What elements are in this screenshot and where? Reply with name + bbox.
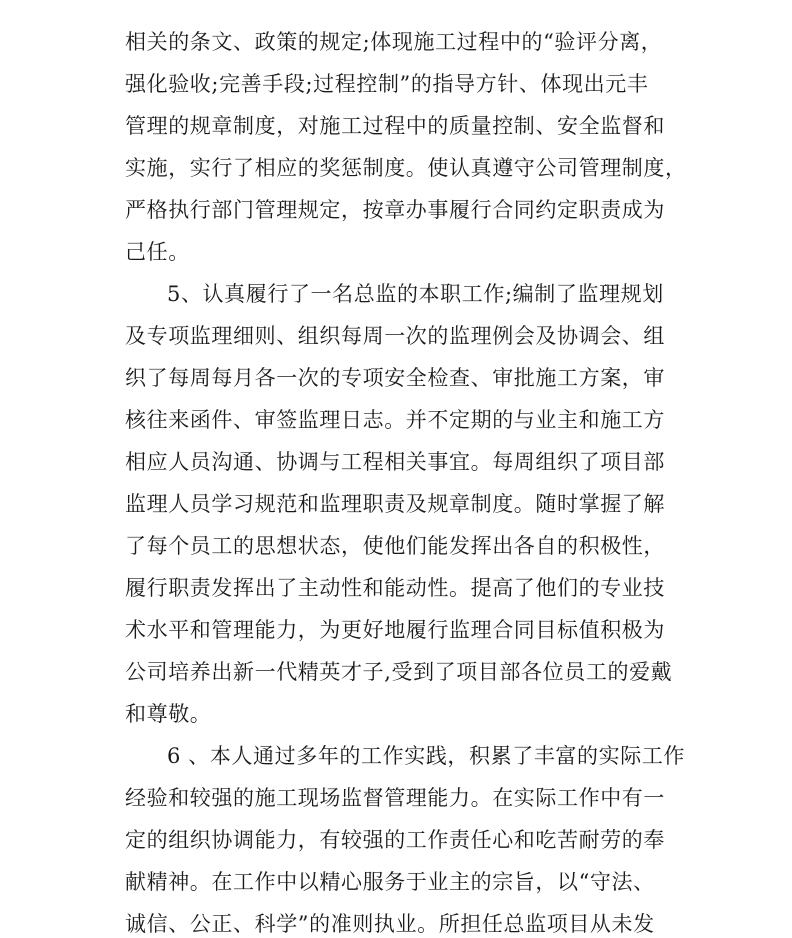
text-line-1: 相关的条文、政策的规定;体现施工过程中的“验评分离， <box>125 30 663 54</box>
paragraph-5-first-line: 5、认真履行了一名总监的本职工作;编制了监理规划 <box>167 282 664 306</box>
text-line-14: 履行职责发挥出了主动性和能动性。提高了他们的专业技 <box>125 576 665 600</box>
text-line-2: 强化验收;完善手段;过程控制”的指导方针、体现出元丰 <box>125 72 649 96</box>
text-line-5: 严格执行部门管理规定，按章办事履行合同约定职责成为 <box>125 198 665 222</box>
text-line-8: 及专项监理细则、组织每周一次的监理例会及协调会、组 <box>125 324 665 348</box>
text-line-4: 实施，实行了相应的奖惩制度。使认真遵守公司管理制度， <box>125 156 687 180</box>
paragraph-6-first-line: 6 、本人通过多年的工作实践，积累了丰富的实际工作 <box>167 744 686 768</box>
text-line-12: 监理人员学习规范和监理职责及规章制度。随时掌握了解 <box>125 492 665 516</box>
text-line-21: 献精神。在工作中以精心服务于业主的宗旨，以“守法、 <box>125 870 655 894</box>
text-line-20: 定的组织协调能力，有较强的工作责任心和吃苦耐劳的奉 <box>125 828 665 852</box>
text-line-10: 核往来函件、审签监理日志。并不定期的与业主和施工方 <box>125 408 665 432</box>
text-line-15: 术水平和管理能力，为更好地履行监理合同目标值积极为 <box>125 618 665 642</box>
text-line-13: 了每个员工的思想状态，使他们能发挥出各自的积极性， <box>125 534 665 558</box>
text-line-9: 织了每周每月各一次的专项安全检查、审批施工方案，审 <box>125 366 665 390</box>
text-line-19: 经验和较强的施工现场监督管理能力。在实际工作中有一 <box>125 786 665 810</box>
text-line-6: 己任。 <box>125 240 190 264</box>
text-line-17: 和尊敬。 <box>125 702 212 726</box>
text-line-3: 管理的规章制度，对施工过程中的质量控制、安全监督和 <box>125 114 665 138</box>
text-line-22: 诚信、公正、科学”的准则执业。所担任总监项目从未发 <box>125 912 655 936</box>
text-line-16: 公司培养出新一代精英才子,受到了项目部各位员工的爱戴 <box>125 660 673 684</box>
text-line-11: 相应人员沟通、协调与工程相关事宜。每周组织了项目部 <box>125 450 665 474</box>
